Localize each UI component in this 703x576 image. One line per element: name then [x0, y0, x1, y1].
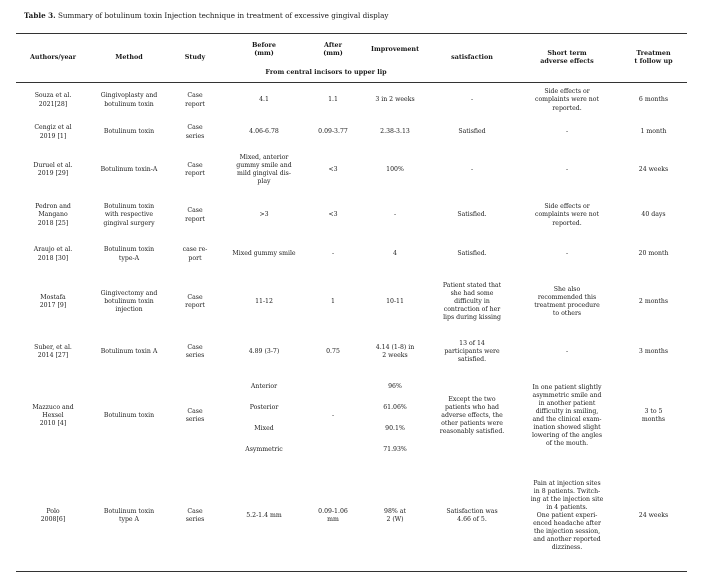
- cell-authors: Polo 2008[6]: [40, 507, 66, 523]
- cell-satisfaction: -: [470, 165, 474, 173]
- cell-study: Case report: [185, 92, 205, 108]
- cell-before: 4.06-6.78: [249, 128, 279, 136]
- cell-adverse: Side effects or complaints were not reported.: [534, 203, 600, 227]
- cell-improvement: 2.38-3.13: [380, 128, 410, 136]
- cell-method: Gingivectomy and botulinum toxin injection: [100, 289, 158, 314]
- cell-after: 0.09-3.77: [318, 128, 348, 136]
- bottom-rule: [16, 571, 687, 572]
- cell-adverse: In one patient slightly asymmetric smile and in another patient difficulty in smiling, and the clinical exam- ination showed slight lowering of the angles of the mouth.: [531, 383, 603, 448]
- subgroup-improvement: 61.06%: [383, 404, 407, 411]
- cell-satisfaction: Satisfaction was 4.66 of 5.: [446, 507, 498, 523]
- cell-adverse: Pain at injection sites in 8 patients. Twitch- ing at the injection site in 4 patients. One patient experi- enced headache after the injection session, and another reported dizziness.: [530, 479, 604, 552]
- cell-followup: 24 weeks: [638, 511, 669, 519]
- subgroup-before: Posterior: [249, 404, 279, 411]
- cell-after: 0.75: [326, 347, 340, 355]
- subgroup-before: Asymmetric: [245, 446, 283, 453]
- cell-study: Case series: [185, 343, 205, 359]
- cell-study: Case report: [185, 207, 205, 223]
- header-improvement: Improvement: [370, 44, 420, 53]
- subgroup-improvement: 96%: [388, 383, 402, 390]
- cell-adverse: Side effects or complaints were not reported.: [534, 88, 600, 112]
- subgroup-before: Anterior: [250, 383, 278, 390]
- cell-after: 1.1: [328, 96, 338, 104]
- subheader-measurement: From central incisors to upper lip: [265, 68, 387, 76]
- cell-method: Botulinum toxin type A: [103, 507, 155, 523]
- cell-study: Case series: [185, 124, 205, 140]
- cell-study: case re- port: [182, 246, 208, 262]
- header-satisfaction: satisfaction: [451, 52, 493, 61]
- subgroup-improvement: 71.93%: [383, 446, 407, 453]
- cell-authors: Araujo et al. 2018 [30]: [33, 246, 73, 262]
- header-adverse-effects: Short term adverse effects: [540, 48, 594, 65]
- cell-after: 1: [331, 297, 335, 305]
- cell-before: Mixed gummy smile: [232, 250, 296, 258]
- top-rule: [16, 33, 687, 34]
- header-rule: [16, 82, 687, 83]
- cell-improvement: -: [393, 211, 397, 219]
- header-after: After (mm): [323, 40, 343, 57]
- cell-followup: 6 months: [638, 96, 669, 104]
- cell-improvement: 98% at 2 (W): [384, 507, 406, 523]
- cell-method: Botulinum toxin type-A: [103, 246, 155, 262]
- subgroup-improvement: 90.1%: [385, 425, 405, 432]
- cell-followup: 3 months: [638, 347, 669, 355]
- cell-satisfaction: Except the two patients who had adverse effects, the other patients were reasonably satisfied.: [439, 395, 505, 436]
- cell-improvement: 100%: [386, 165, 404, 173]
- cell-followup: 2 months: [638, 297, 669, 305]
- cell-adverse: -: [565, 250, 569, 258]
- cell-after: -: [331, 250, 335, 258]
- cell-study: Case series: [185, 507, 205, 523]
- cell-method: Botulinum toxin: [103, 128, 155, 136]
- cell-method: Botulinum toxin A: [100, 347, 158, 355]
- cell-method: Gingivoplasty and botulinum toxin: [100, 92, 158, 108]
- cell-improvement: 4.14 (1-8) in 2 weeks: [375, 343, 415, 359]
- cell-before: Mixed, anterior gummy smile and mild gingival dis- play: [236, 153, 292, 186]
- cell-after: 0.09-1.06 mm: [318, 507, 348, 523]
- cell-authors: Duruel et al. 2019 [29]: [33, 161, 73, 177]
- cell-before: >3: [259, 211, 269, 219]
- cell-before: 11-12: [255, 297, 273, 305]
- cell-authors: Souza et al. 2021[28]: [34, 92, 72, 108]
- cell-after: -: [331, 411, 335, 419]
- cell-after: <3: [328, 211, 338, 219]
- cell-before: 4.1: [259, 96, 269, 104]
- cell-followup: 20 month: [638, 250, 669, 258]
- cell-authors: Cengiz et al 2019 [1]: [34, 124, 72, 140]
- cell-authors: Mazzuco and Hexsel 2010 [4]: [32, 403, 74, 428]
- cell-improvement: 10-11: [386, 297, 404, 305]
- cell-followup: 24 weeks: [638, 165, 669, 173]
- cell-adverse: She also recommended this treatment procedure to others: [534, 285, 600, 318]
- cell-satisfaction: 13 of 14 participants were satisfied.: [444, 339, 500, 364]
- cell-adverse: -: [565, 347, 569, 355]
- cell-satisfaction: Satisfied.: [457, 250, 487, 258]
- cell-adverse: -: [565, 128, 569, 136]
- cell-improvement: 3 in 2 weeks: [375, 96, 415, 104]
- cell-followup: 3 to 5 months: [641, 407, 666, 423]
- cell-study: Case report: [185, 293, 205, 309]
- cell-satisfaction: Patient stated that she had some difficulty in contraction of her lips during kissing: [442, 281, 502, 322]
- subgroup-before: Mixed: [254, 425, 274, 432]
- cell-study: Case report: [185, 161, 205, 177]
- cell-method: Botulinum toxin-A: [100, 165, 158, 173]
- cell-authors: Pedron and Mangano 2018 [25]: [35, 203, 71, 227]
- header-authors: Authors/year: [29, 52, 77, 61]
- cell-before: 4.89 (3-7): [248, 347, 280, 355]
- cell-satisfaction: Satisfied.: [457, 211, 487, 219]
- cell-satisfaction: Satisfied: [458, 128, 486, 136]
- cell-authors: Suber, et al. 2014 [27]: [34, 343, 72, 359]
- header-study: Study: [184, 52, 206, 61]
- cell-method: Botulinum toxin with respective gingival surgery: [103, 203, 155, 227]
- cell-study: Case series: [185, 407, 205, 423]
- cell-followup: 1 month: [640, 128, 667, 136]
- caption-text: Summary of botulinum toxin Injection technique in treatment of excessive gingival display: [57, 11, 389, 20]
- cell-method: Botulinum toxin: [103, 411, 155, 419]
- header-follow-up: Treatmen t follow up: [634, 48, 673, 65]
- table-caption: [24, 11, 388, 20]
- cell-satisfaction: -: [470, 96, 474, 104]
- header-before: Before (mm): [252, 40, 276, 57]
- cell-after: <3: [328, 165, 338, 173]
- cell-authors: Mostafa 2017 [9]: [39, 293, 67, 309]
- cell-adverse: -: [565, 165, 569, 173]
- cell-before: 5.2-1.4 mm: [246, 511, 282, 519]
- caption-label: Table 3.: [24, 11, 56, 20]
- header-method: Method: [115, 52, 143, 61]
- cell-followup: 40 days: [641, 211, 666, 219]
- cell-improvement: 4: [393, 250, 397, 258]
